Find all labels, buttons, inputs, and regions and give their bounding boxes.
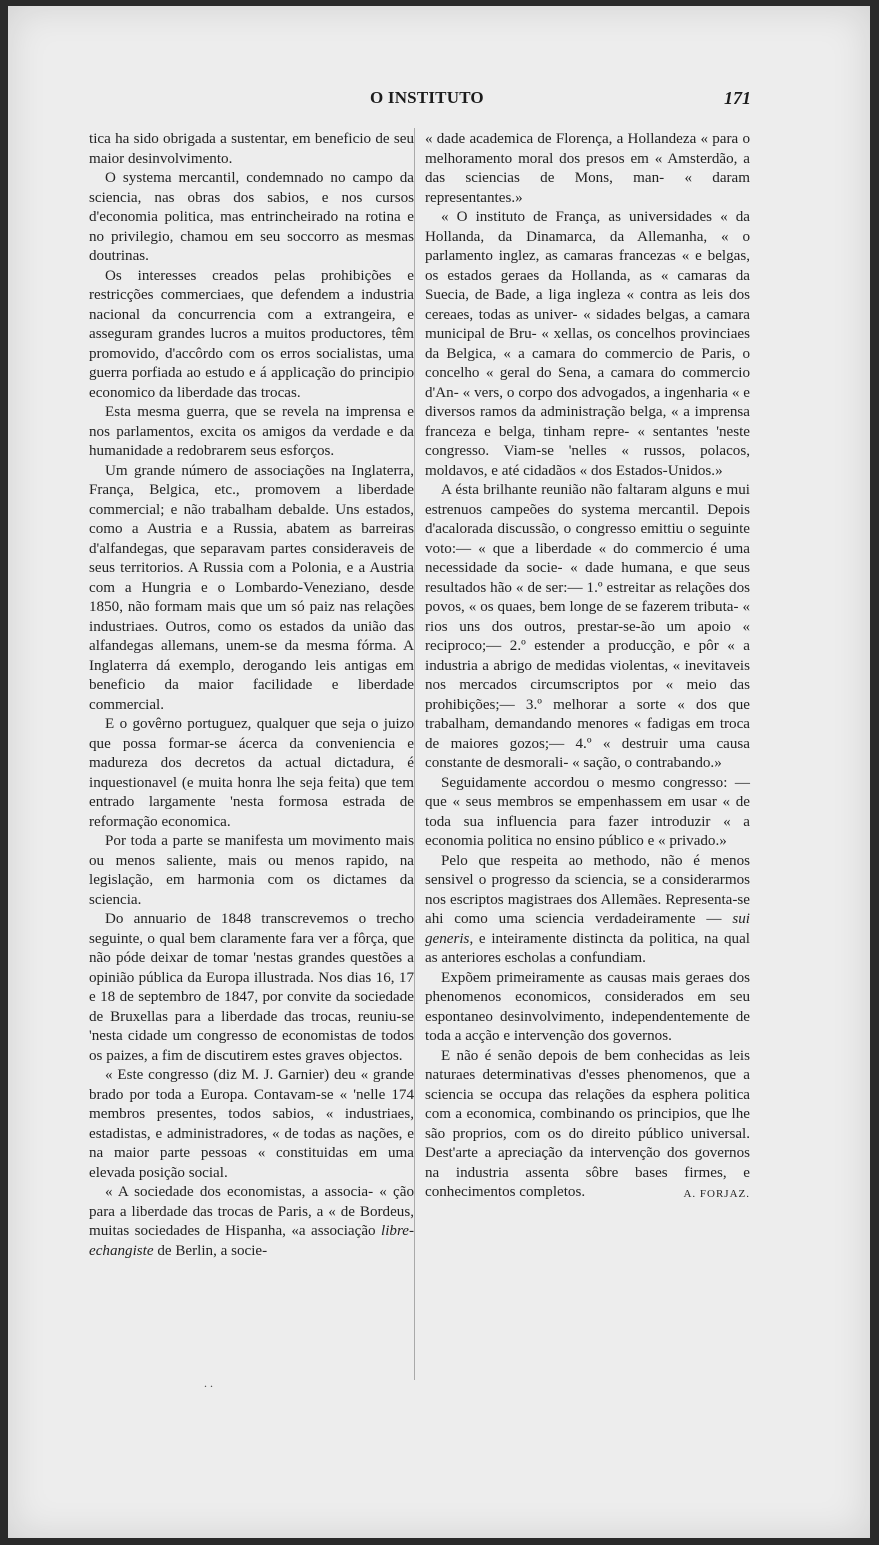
quote-text: «a associação: [291, 1223, 382, 1239]
paragraph: Os interesses creados pelas prohibições e restricções commerciaes, que defendem a industria nacional da concurrencia com a extrangeira, e asseguram grandes lucros a muitos productores, têm promovido, d'accôrdo com os erros socialistas, uma guerra porfiada ao estudo e á applicação do principio economico da liberdade das trocas.: [89, 267, 414, 401]
paragraph: Por toda a parte se manifesta um movimento mais ou menos saliente, mais ou menos rapido, na legislação, em harmonia com os dictames da sciencia.: [89, 833, 414, 908]
left-column: [89, 130, 414, 1261]
paragraph: Do annuario de 1848 transcrevemos o trecho seguinte, o qual bem claramente fara ver a fôrça, que não póde deixar de tomar 'nestas grandes questões a opinião pública da Europa illustrada. Nos dias 16, 17 e 18 de septembro de 1847, por convite da sociedade de Bruxellas para a liberdade das trocas, reuniu-se 'nesta cidade um congresso de economistas de todos os paizes, a fim de discutirem estes graves objectos.: [89, 911, 414, 1064]
column-divider: [414, 128, 415, 1380]
quote-paragraph: [89, 1183, 414, 1261]
paragraph-text: , e inteiramente distincta da politica, na qual as anteriores escholas a confundiam.: [425, 930, 750, 966]
italic-term: libre-echangiste: [89, 1223, 414, 1259]
quote-paragraph: « Este congresso (diz M. J. Garnier) deu « grande brado por toda a Europa. Contavam-se « 'nelle 174 membros presentes, todos sabios, « industriaes, estadistas, e administradores, « de todas as nações, e na maior parte pessoas « constituidas em uma elevada posição social.: [89, 1067, 414, 1181]
paragraph: A ésta brilhante reunião não faltaram alguns e mui estrenuos campeões do systema mercantil. Depois d'acalorada discussão, o congresso emittiu o seguinte voto:— « que a liberdade « do commercio é uma necessidade da socie- « dade humana, e que seus resultados hão « de ser:— 1.º estreitar as relações dos povos, « os quaes, bem longe de se fazerem tributa- « rios uns dos outros, prestar-se-ão um apoio « reciproco;— 2.º estender a producção, e pôr « a industria a abrigo de medidas violentas, « inevitaveis nos mercados circumscriptos por « meio das prohibições;— 3.º melhorar a sorte « dos que trabalham, demandando menores « fadigas em troca de maiores gozos;— 4.º « destruir uma causa constante de desmorali- « sação, o contrabando.»: [425, 482, 750, 771]
paragraph: Um grande número de associações na Inglaterra, França, Belgica, etc., promovem a liberdade commercial; e não trabalham debalde. Uns estados, como a Austria e a Russia, abatem as barreiras d'alfandegas, que separavam partes consideraveis de seus territorios. A Russia com a Polonia, e a Austria com a Hungria e o Lombardo-Veneziano, desde 1850, não formam mais que um só paiz nas relações industriaes. Outros, como os estados da união das alfandegas allemans, unem-se da mesma fórma. A Inglaterra dá exemplo, derogando leis antigas em beneficio da maior facilidade e liberdade commercial.: [89, 462, 414, 713]
paragraph: O systema mercantil, condemnado no campo da sciencia, nas obras dos sabios, e nos cursos d'economia politica, mas entrincheirado na rotina e no privilegio, chamou em seu soccorro as mesmas doutrinas.: [89, 170, 414, 264]
paragraph: Seguidamente accordou o mesmo congresso: —que « seus membros se empenhassem em usar « de toda sua influencia para fazer introduzir « a economia politica no ensino público e « privado.»: [425, 774, 750, 849]
paragraph: E o govêrno portuguez, qualquer que seja o juizo que possa formar-se ácerca da conveniencia e madureza dos decretos da actual dictadura, é inquestionavel (e muita honra lhe seja feita) que tem entrado largamente 'nesta formosa estrada de reformação economica.: [89, 716, 414, 830]
newspaper-page: [8, 6, 870, 1538]
page-header: [8, 88, 870, 112]
footer-marks: . .: [204, 1376, 213, 1390]
quote-paragraph: « O instituto de França, as universidades « da Hollanda, da Dinamarca, da Allemanha, « o parlamento inglez, as camaras francezas « e belgas, os estados geraes da Hollanda, as « camaras da Suecia, de Bade, a liga ingleza « contra as leis dos cereaes, todas as univer- « sidades belgas, a camara municipal de Bru- « xellas, os concelhos provinciaes da Belgica, « a camara do commercio de Paris, o concelho « geral do Sena, a camara do commercio d'An- « vers, o corpo dos advogados, a ingenharia « e diversos ramos da administração belga, « a imprensa franceza e belga, tinham repre- « sentantes 'neste congresso. Viam-se 'nelles « russos, polacos, moldavos, e até cidadãos « dos Estados-Unidos.»: [425, 209, 750, 479]
quote-paragraph: « dade academica de Florença, a Hollandeza « para o melhoramento moral dos presos em « Amsterdão, a das sciencias de Mons, man- « daram representantes.»: [425, 131, 750, 206]
page-number: 171: [724, 88, 751, 108]
paragraph: tica ha sido obrigada a sustentar, em beneficio de seu maior desinvolvimento.: [89, 131, 414, 167]
page-title: O INSTITUTO: [370, 88, 484, 107]
right-column: [425, 130, 750, 1204]
author-signature: A. FORJAZ.: [683, 1187, 750, 1200]
italic-term: sui generis: [425, 911, 750, 947]
quote-text: de Berlin, a socie-: [153, 1242, 268, 1259]
paragraph: E não é senão depois de bem conhecidas as leis naturaes determinativas d'esses phenomenos, que a sciencia se occupa das relações da esphera politica com a economica, combinando os principios, que lhe são proprios, com os do direito público universal. Dest'arte a apreciação da intervenção dos governos na industria assenta sôbre bases firmes, e conhecimentos completos.: [425, 1047, 750, 1200]
paragraph-text: Pelo que respeita ao methodo, não é menos sensivel o progresso da sciencia, se a considerarmos nos escriptos magistraes dos Allemães. Representa-se ahi como uma sciencia verdadeiramente —: [425, 852, 750, 927]
paragraph: Expõem primeiramente as causas mais geraes dos phenomenos economicos, considerados em seu espontaneo desinvolvimento, independentemente de toda a acção e intervenção dos governos.: [425, 969, 750, 1044]
paragraph: Esta mesma guerra, que se revela na imprensa e nos parlamentos, excita os amigos da verdade e da humanidade a redobrarem seus esforços.: [89, 404, 414, 459]
paragraph: [425, 852, 750, 969]
quote-text: « A sociedade dos economistas, a associa- « ção para a liberdade das trocas de Paris, a « de Bordeus, muitas sociedades de Hispanha,: [89, 1184, 414, 1239]
